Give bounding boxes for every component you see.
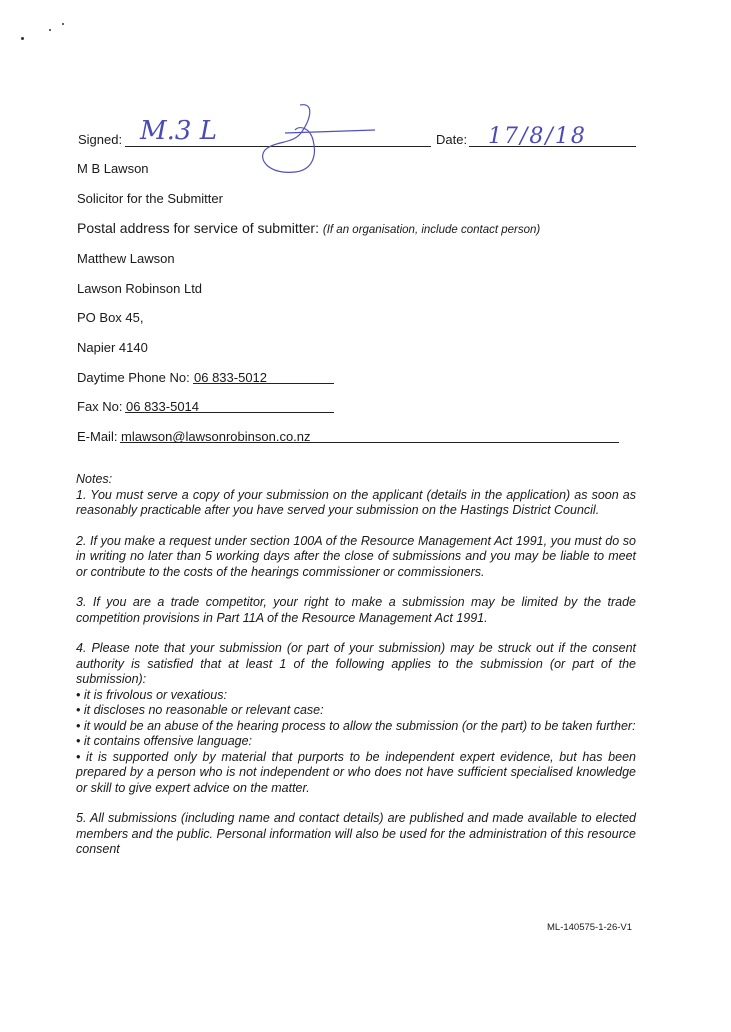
document-reference: ML-140575-1-26-V1 (547, 922, 633, 933)
signer-name: M B Lawson (77, 161, 149, 176)
scan-speck (49, 29, 51, 31)
postal-line: Lawson Robinson Ltd (77, 281, 203, 296)
postal-heading-text: Postal address for service of submitter: (77, 220, 319, 236)
note-4-bullet: • it contains offensive language: (76, 734, 253, 748)
note-4-bullet: • it is frivolous or vexatious: (76, 687, 227, 702)
postal-line: PO Box 45, (77, 310, 144, 325)
date-label: Date: (436, 132, 468, 147)
note-2: 2. If you make a request under section 100A of the Resource Management Act 1991, you must do so in writing no later than 5 working days after the close of submissions and you may be liable to meet or contribute to the costs of the hearings commissioner or commissioners. (76, 533, 636, 579)
handwritten-signature (140, 116, 217, 146)
notes-section (76, 472, 636, 858)
signer-role: Solicitor for the Submitter (77, 191, 223, 206)
postal-heading (77, 220, 540, 238)
phone-value: 06 833-5012 (194, 370, 268, 385)
note-4-bullet: • it is supported only by material that purports to be independent expert evidence, but has been prepared by a person who is not independent or who does not have sufficient specialised knowledge or skill to give expert advice on the matter. (76, 749, 636, 795)
note-1: 1. You must serve a copy of your submission on the applicant (details in the application) as soon as reasonably practicable after you have served your submission on the Hastings District Council. (76, 487, 636, 517)
handwritten-date: 17/8/18 (488, 124, 587, 149)
email-label: E-Mail: (77, 429, 118, 444)
scan-speck (21, 37, 24, 40)
postal-line: Napier 4140 (77, 340, 148, 355)
postal-heading-note: (If an organisation, include contact person) (322, 224, 541, 236)
notes-heading: Notes: (76, 472, 113, 486)
signed-label: Signed: (78, 132, 123, 147)
signature-flourish (255, 100, 385, 180)
postal-line: Matthew Lawson (77, 251, 175, 266)
note-4-intro: 4. Please note that your submission (or part of your submission) may be struck out if the consent authority is satisfied that at least 1 of the following applies to the submission (or part of the submission): (76, 641, 636, 686)
fax-label: Fax No: (77, 399, 123, 414)
note-5: 5. All submissions (including name and contact details) are published and made available to elected members and the public. Personal information will also be used for the administration of this resource consent (76, 811, 636, 856)
signature-text: M.3 L (140, 116, 217, 146)
scan-speck (62, 23, 64, 25)
fax-value: 06 833-5014 (126, 399, 200, 414)
phone-label: Daytime Phone No: (77, 370, 190, 385)
note-4-bullet: • it discloses no reasonable or relevant case: (76, 703, 324, 717)
note-3: 3. If you are a trade competitor, your right to make a submission may be limited by the trade competition provisions in Part 11A of the Resource Management Act 1991. (76, 595, 636, 625)
email-value: mlawson@lawsonrobinson.co.nz (121, 429, 311, 444)
note-4-bullet: • it would be an abuse of the hearing process to allow the submission (or the part) to be taken further: (76, 718, 636, 733)
